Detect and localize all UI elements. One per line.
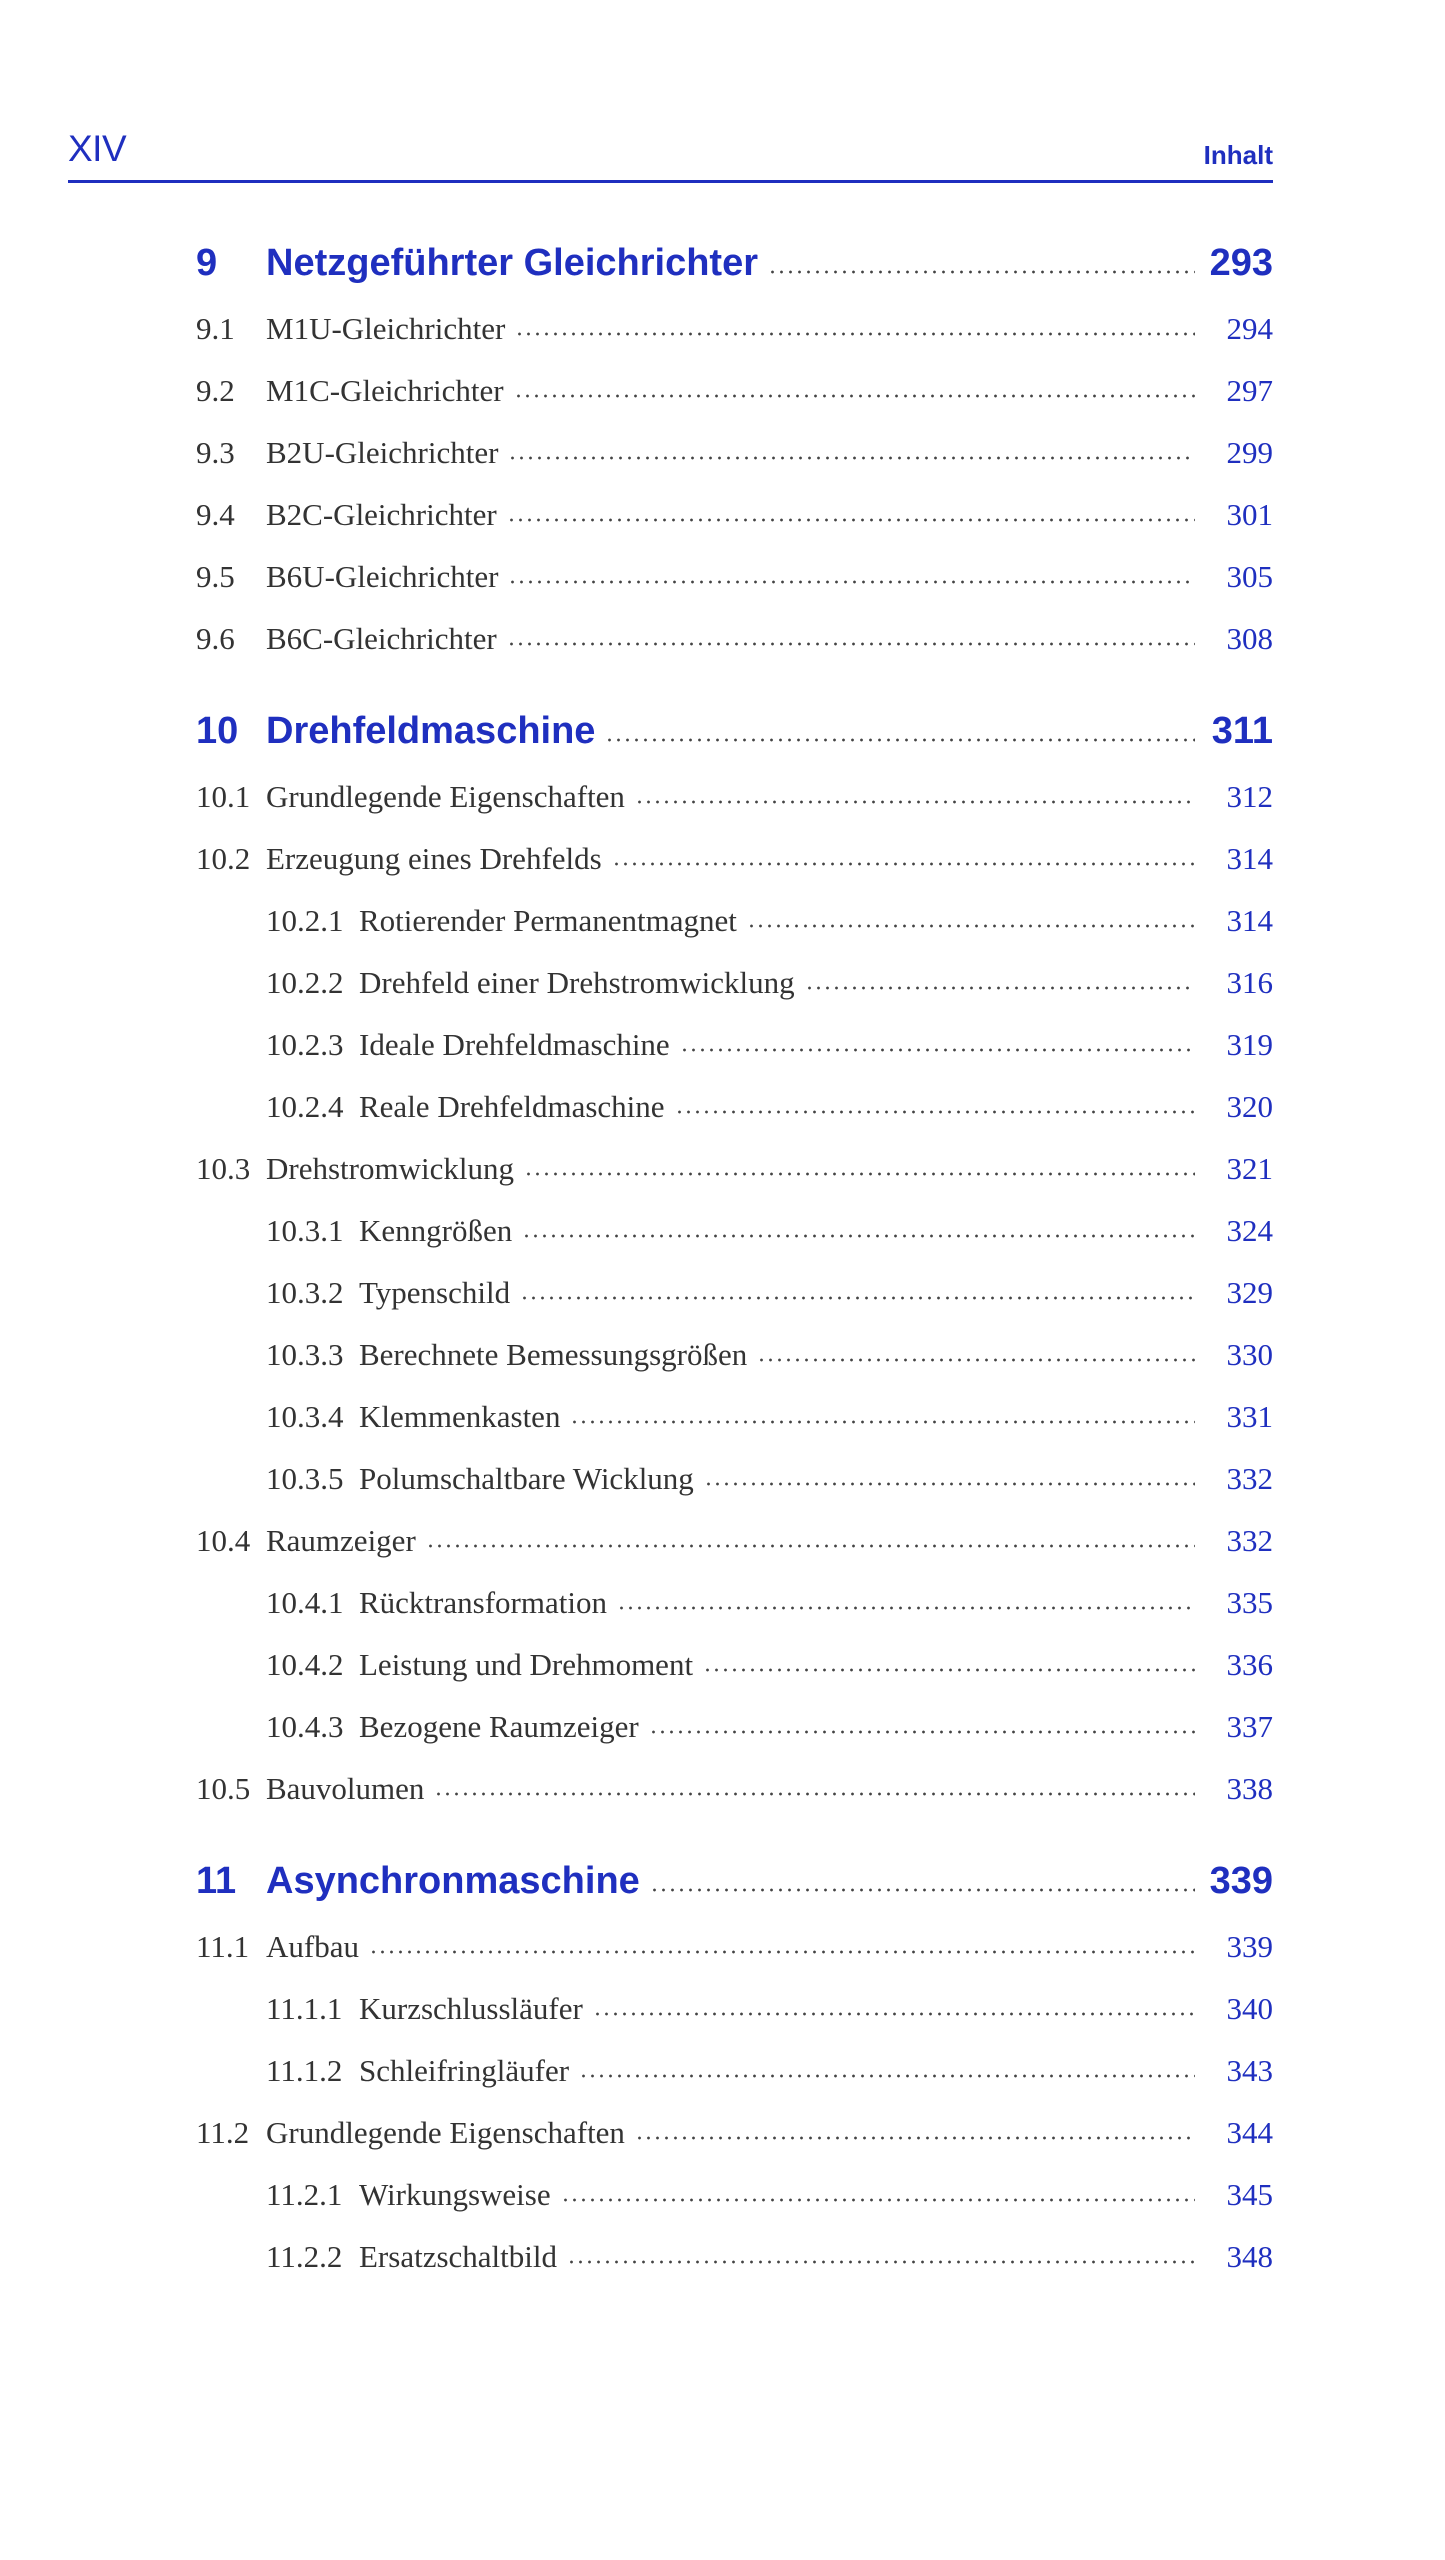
toc-entry-sub[interactable] (196, 1022, 1273, 1066)
toc-entry-page[interactable]: 329 (1226, 1275, 1273, 1310)
toc-entry-sub[interactable] (196, 1986, 1273, 2030)
dot-leader (426, 1544, 1195, 1548)
toc-entry-page[interactable]: 320 (1226, 1089, 1273, 1124)
toc-entry-title: Drehfeldmaschine (266, 710, 596, 752)
toc-entry-sub[interactable] (196, 1394, 1273, 1438)
toc-entry-number: 10.3 (196, 1151, 251, 1186)
toc-entry-number: 9 (196, 242, 218, 284)
toc-entry-section[interactable] (196, 774, 1273, 818)
toc-entry-title: Grundlegende Eigenschaften (266, 779, 625, 814)
dot-leader (524, 1172, 1195, 1176)
dot-leader (617, 1606, 1195, 1610)
dot-leader (515, 332, 1195, 336)
dot-leader (768, 270, 1195, 274)
toc-entry-page[interactable]: 311 (1211, 710, 1273, 752)
toc-entry-page[interactable]: 321 (1226, 1151, 1273, 1186)
toc-entry-title: Kurzschlussläufer (359, 1991, 583, 2026)
toc-entry-title: Bezogene Raumzeiger (359, 1709, 639, 1744)
toc-entry-title: Raumzeiger (266, 1523, 416, 1558)
toc-entry-title: Schleifringläufer (359, 2053, 570, 2088)
toc-entry-number: 9.2 (196, 373, 235, 408)
toc-entry-page[interactable]: 314 (1226, 903, 1273, 938)
dot-leader (605, 738, 1195, 742)
toc-entry-title: Bauvolumen (266, 1771, 425, 1806)
toc-entry-number: 9.1 (196, 311, 235, 346)
toc-entry-page[interactable]: 314 (1226, 841, 1273, 876)
toc-entry-sub[interactable] (196, 1642, 1273, 1686)
toc-entry-title: Klemmenkasten (359, 1399, 561, 1434)
toc-entry-number: 10.4.2 (266, 1647, 344, 1682)
toc-entry-number: 11.2.2 (266, 2239, 343, 2274)
toc-entry-number: 11.1 (196, 1929, 250, 1964)
dot-leader (434, 1792, 1195, 1796)
dot-leader (649, 1730, 1195, 1734)
toc-entry-section[interactable] (196, 1766, 1273, 1810)
toc-entry-page[interactable]: 345 (1226, 2177, 1273, 2212)
toc-entry-title: Kenngrößen (359, 1213, 513, 1248)
toc-entry-number: 10.5 (196, 1771, 251, 1806)
toc-entry-sub[interactable] (196, 2234, 1273, 2278)
toc-entry-title: Drehfeld einer Drehstromwicklung (359, 965, 795, 1000)
toc-entry-sub[interactable] (196, 2172, 1273, 2216)
toc-entry-section[interactable] (196, 1518, 1273, 1562)
toc-entry-number: 11.1.1 (266, 1991, 343, 2026)
dot-leader (650, 1888, 1195, 1892)
toc-entry-title: B2U-Gleichrichter (266, 435, 499, 470)
toc-entry-number: 9.5 (196, 559, 235, 594)
toc-entry-page[interactable]: 332 (1226, 1523, 1273, 1558)
toc-entry-section[interactable] (196, 368, 1273, 412)
toc-entry-page[interactable]: 294 (1226, 311, 1273, 346)
dot-leader (805, 986, 1195, 990)
toc-entry-title: Berechnete Bemessungsgrößen (359, 1337, 748, 1372)
dot-leader (522, 1234, 1195, 1238)
toc-entry-title: Reale Drehfeldmaschine (359, 1089, 665, 1124)
toc-entry-section[interactable] (196, 1146, 1273, 1190)
toc-entry-page[interactable]: 344 (1226, 2115, 1273, 2150)
toc-entry-number: 10.3.1 (266, 1213, 344, 1248)
toc-entry-section[interactable] (196, 306, 1273, 350)
dot-leader (757, 1358, 1195, 1362)
running-section-title: Inhalt (1203, 140, 1273, 170)
toc-entry-page[interactable]: 330 (1226, 1337, 1273, 1372)
toc-entry-page[interactable]: 305 (1226, 559, 1273, 594)
toc-entry-page[interactable]: 338 (1226, 1771, 1273, 1806)
toc-entry-number: 10.2.3 (266, 1027, 344, 1062)
toc-entry-title: B6U-Gleichrichter (266, 559, 499, 594)
toc-entry-title: Leistung und Drehmoment (359, 1647, 694, 1682)
toc-entry-page[interactable]: 340 (1226, 1991, 1273, 2026)
toc-entry-title: Rücktransformation (359, 1585, 607, 1620)
dot-leader (704, 1482, 1195, 1486)
toc-entry-title: Polumschaltbare Wicklung (359, 1461, 694, 1496)
toc-entry-number: 10.1 (196, 779, 251, 814)
dot-leader (703, 1668, 1195, 1672)
toc-entry-section[interactable] (196, 1924, 1273, 1968)
toc-entry-sub[interactable] (196, 898, 1273, 942)
toc-entry-number: 10.2 (196, 841, 251, 876)
toc-entry-title: Wirkungsweise (359, 2177, 551, 2212)
toc-entry-title: Ersatzschaltbild (359, 2239, 557, 2274)
toc-entry-page[interactable]: 293 (1209, 242, 1273, 284)
toc-entry-page[interactable]: 339 (1226, 1929, 1273, 1964)
toc-entry-number: 10.2.2 (266, 965, 344, 1000)
toc-entry-page[interactable]: 343 (1226, 2053, 1273, 2088)
toc-entry-page[interactable]: 348 (1226, 2239, 1273, 2274)
toc-entry-title: Erzeugung eines Drehfelds (266, 841, 602, 876)
toc-entry-page[interactable]: 335 (1226, 1585, 1273, 1620)
toc-entry-page[interactable]: 319 (1226, 1027, 1273, 1062)
toc-entry-number: 10.2.1 (266, 903, 344, 938)
toc-entry-title: Drehstromwicklung (266, 1151, 514, 1186)
dot-leader (635, 800, 1195, 804)
toc-entry-number: 10.3.5 (266, 1461, 344, 1496)
toc-entry-title: B2C-Gleichrichter (266, 497, 497, 532)
toc-entry-title: M1U-Gleichrichter (266, 311, 506, 346)
toc-entry-section[interactable] (196, 836, 1273, 880)
toc-entry-page[interactable]: 299 (1226, 435, 1273, 470)
toc-entry-number: 10 (196, 710, 239, 752)
toc-entry-page[interactable]: 297 (1226, 373, 1273, 408)
toc-entry-title: Grundlegende Eigenschaften (266, 2115, 625, 2150)
toc-entry-section[interactable] (196, 2110, 1273, 2154)
dot-leader (520, 1296, 1195, 1300)
toc-entry-sub[interactable] (196, 1580, 1273, 1624)
dot-leader (579, 2074, 1195, 2078)
toc-entry-sub[interactable] (196, 1208, 1273, 1252)
dot-leader (612, 862, 1195, 866)
toc-entry-sub[interactable] (196, 1332, 1273, 1376)
page-number: XIV (68, 128, 127, 169)
dot-leader (675, 1110, 1195, 1114)
toc-entry-number: 10.3.4 (266, 1399, 344, 1434)
toc-entry-sub[interactable] (196, 1084, 1273, 1128)
toc-entry-number: 10.3.3 (266, 1337, 344, 1372)
toc-entry-title: Aufbau (266, 1929, 359, 1964)
dot-leader (593, 2012, 1195, 2016)
toc-entry-sub[interactable] (196, 1456, 1273, 1500)
toc-entry-chapter[interactable] (196, 712, 1273, 756)
toc-entry-number: 9.3 (196, 435, 235, 470)
toc-entry-page[interactable]: 308 (1226, 621, 1273, 656)
toc-entry-page[interactable]: 331 (1226, 1399, 1273, 1434)
toc-entry-number: 11 (196, 1860, 237, 1902)
toc-entry-number: 10.4.1 (266, 1585, 344, 1620)
toc-entry-title: M1C-Gleichrichter (266, 373, 504, 408)
toc-entry-page[interactable]: 332 (1226, 1461, 1273, 1496)
dot-leader (680, 1048, 1195, 1052)
toc-entry-chapter[interactable] (196, 1862, 1273, 1906)
dot-leader (570, 1420, 1195, 1424)
toc-entry-number: 10.2.4 (266, 1089, 344, 1124)
dot-leader (567, 2260, 1195, 2264)
toc-entry-section[interactable] (196, 554, 1273, 598)
dot-leader (635, 2136, 1195, 2140)
toc-entry-number: 10.4.3 (266, 1709, 344, 1744)
toc-entry-number: 9.4 (196, 497, 235, 532)
toc-entry-number: 10.4 (196, 1523, 251, 1558)
toc-entry-title: Typenschild (359, 1275, 511, 1310)
dot-leader (369, 1950, 1195, 1954)
toc-entry-number: 11.2 (196, 2115, 250, 2150)
toc-entry-page[interactable]: 312 (1226, 779, 1273, 814)
toc-entry-sub[interactable] (196, 2048, 1273, 2092)
toc-entry-title: Asynchronmaschine (266, 1860, 640, 1902)
toc-entry-sub[interactable] (196, 960, 1273, 1004)
toc-entry-section[interactable] (196, 430, 1273, 474)
toc-entry-page[interactable]: 316 (1226, 965, 1273, 1000)
toc-entry-title: Ideale Drehfeldmaschine (359, 1027, 670, 1062)
dot-leader (507, 642, 1195, 646)
toc-entry-sub[interactable] (196, 1270, 1273, 1314)
toc-entry-title: Rotierender Permanentmagnet (359, 903, 737, 938)
toc-entry-page[interactable]: 336 (1226, 1647, 1273, 1682)
dot-leader (507, 518, 1195, 522)
toc-entry-page[interactable]: 301 (1226, 497, 1273, 532)
toc-entry-section[interactable] (196, 616, 1273, 660)
dot-leader (514, 394, 1195, 398)
toc-entry-number: 10.3.2 (266, 1275, 344, 1310)
toc-entry-number: 11.1.2 (266, 2053, 343, 2088)
dot-leader (508, 580, 1195, 584)
toc-entry-section[interactable] (196, 492, 1273, 536)
toc-entry-title: B6C-Gleichrichter (266, 621, 497, 656)
toc-entry-number: 9.6 (196, 621, 235, 656)
toc-entry-number: 11.2.1 (266, 2177, 343, 2212)
running-header (68, 128, 1273, 180)
toc-entry-page[interactable]: 324 (1226, 1213, 1273, 1248)
toc-entry-sub[interactable] (196, 1704, 1273, 1748)
toc-entry-page[interactable]: 339 (1209, 1860, 1273, 1902)
header-rule (68, 180, 1273, 183)
toc-entry-chapter[interactable] (196, 244, 1273, 288)
dot-leader (747, 924, 1195, 928)
dot-leader (561, 2198, 1195, 2202)
dot-leader (508, 456, 1195, 460)
toc-entry-title: Netzgeführter Gleichrichter (266, 242, 758, 284)
toc-entry-page[interactable]: 337 (1226, 1709, 1273, 1744)
